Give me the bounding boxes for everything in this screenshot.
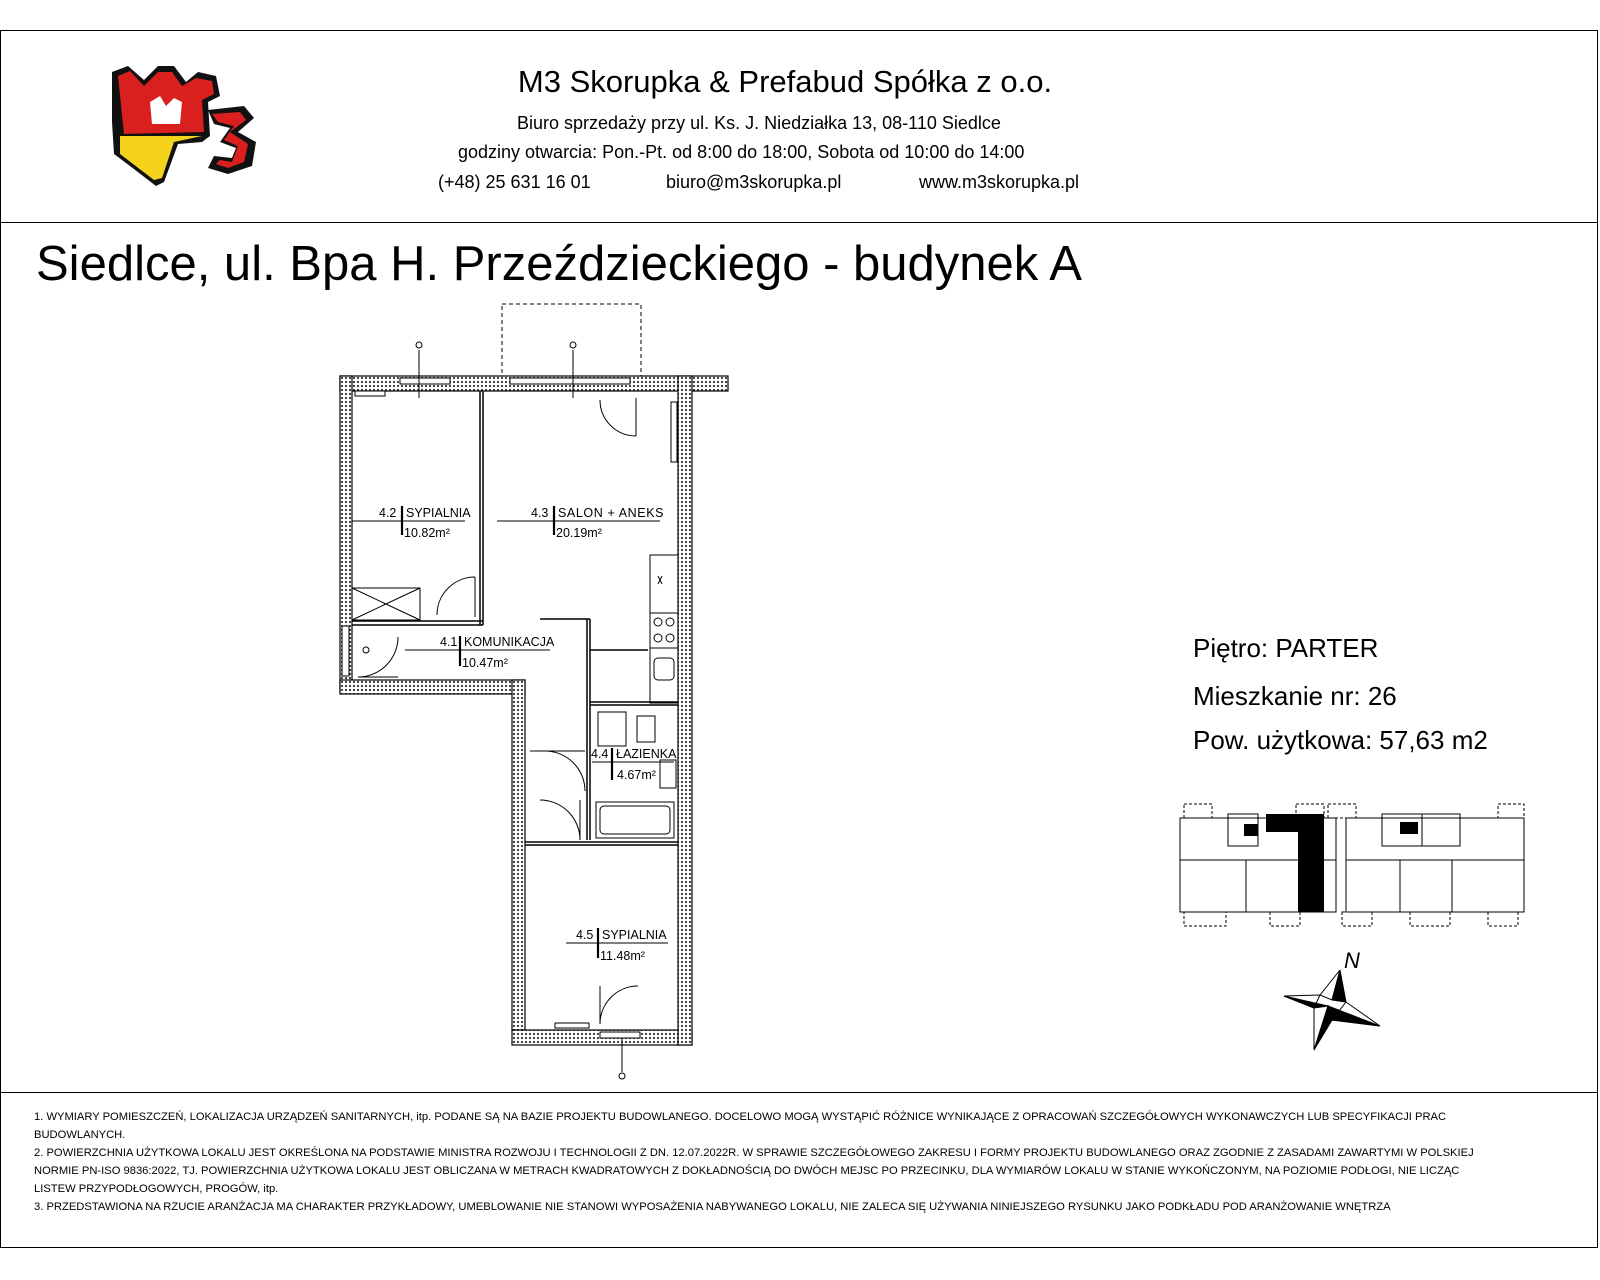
phone-number: (+48) 25 631 16 01 xyxy=(438,172,591,192)
website-url: www.m3skorupka.pl xyxy=(919,172,1080,192)
note-2: 2. POWIERZCHNIA UŻYTKOWA LOKALU JEST OKREŚLONA NA PODSTAWIE MINISTRA ROZWOJU I TECHNOLOGII Z DN. 12.07.2022R. W SPRAWIE SZCZEGÓŁOWEGO ZAKRESU I FORMY PROJEKTU BUDOWLANEGO ORAZ ZGODNIE Z ZASADAMI ZAWARTYMI W POLSKIEJ NORMIE PN-ISO 9836:2022, TJ. POWIERZCHNIA UŻYTKOWA LOKALU JEST OBLICZANA W METRACH KWADRATOWYCH Z DOKŁADNOŚCIĄ DO DWÓCH MEJSC PO PRZECINKU, DLA WYMIARÓW LOKALU W STANIE WYKOŃCZONYM, NA POZIOMIE PODŁOGI, NIE LICZĄC LISTEW PRZYPODŁOGOWYCH, PROGÓW, itp. xyxy=(34,1147,1474,1195)
room-4-4-id: 4.4 xyxy=(591,747,609,761)
doors xyxy=(358,398,638,1024)
note-3: 3. PRZEDSTAWIONA NA RZUCIE ARANŻACJA MA CHARAKTER PRZYKŁADOWY, UMEBLOWANIE NIE STANOWI WYPOSAŻENIA NABYWANEGO LOKALU, NIE ZALECA SIĘ UŻYWANIA NINIEJSZEGO RYSUNKU JAKO PODKŁADU POD ARANŻOWANIE WNĘTRZA xyxy=(34,1201,1391,1213)
office-address: Biuro sprzedaży przy ul. Ks. J. Niedziałka 13, 08-110 Siedlce xyxy=(517,113,1001,133)
room-4-4-name: ŁAZIENKA xyxy=(616,747,677,761)
room-4-5-area: 11.48m² xyxy=(600,949,645,963)
apartment-number: Mieszkanie nr: 26 xyxy=(1193,681,1397,711)
page-title: Siedlce, ul. Bpa H. Przeździeckiego - budynek A xyxy=(36,237,1082,291)
room-4-1-name: KOMUNIKACJA xyxy=(464,635,555,649)
balcony-outline xyxy=(502,304,641,378)
walls xyxy=(340,376,728,1045)
kitchen-unit xyxy=(650,555,678,703)
room-4-1-area: 10.47m² xyxy=(462,656,508,670)
building-key-plan xyxy=(1170,800,1530,930)
room-4-3-area: 20.19m² xyxy=(556,526,602,540)
room-4-4-area: 4.67m² xyxy=(617,768,656,782)
room-4-2-id: 4.2 xyxy=(379,506,397,520)
opening-hours: godziny otwarcia: Pon.-Pt. od 8:00 do 18:00, Sobota od 10:00 do 14:00 xyxy=(458,142,1025,162)
company-name: M3 Skorupka & Prefabud Spółka z o.o. xyxy=(517,64,1053,99)
room-4-5-id: 4.5 xyxy=(576,928,594,942)
room-4-2-name: SYPIALNIA xyxy=(406,506,471,520)
room-4-2-area: 10.82m² xyxy=(404,526,450,540)
compass-north-label: N xyxy=(1344,950,1360,973)
room-4-3-name: SALON + ANEKS xyxy=(558,506,665,520)
note-1: 1. WYMIARY POMIESZCZEŃ, LOKALIZACJA URZĄDZEŃ SANITARNYCH, itp. PODANE SĄ NA BAZIE PROJEKTU BUDOWLANEGO. DOCELOWO MOGĄ WYSTĄPIĆ RÓŻNICE WYNIKAJĄCE Z OPRACOWAŃ SZCZEGÓŁOWYCH WYKONAWCZYCH LUB SPECYFIKACJI PRAC BUDOWLANYCH. xyxy=(34,1111,1447,1141)
usable-area: Pow. użytkowa: 57,63 m2 xyxy=(1193,725,1488,755)
room-4-1-id: 4.1 xyxy=(440,635,458,649)
room-4-3-id: 4.3 xyxy=(531,506,549,520)
wardrobe xyxy=(352,588,420,620)
north-arrow-icon xyxy=(1280,950,1390,1070)
outlet-markers xyxy=(363,342,625,1079)
disclaimer-notes xyxy=(34,1108,1494,1216)
floor-label: Piętro: PARTER xyxy=(1193,633,1379,663)
room-4-5-name: SYPIALNIA xyxy=(602,928,667,942)
email-address: biuro@m3skorupka.pl xyxy=(666,172,842,192)
